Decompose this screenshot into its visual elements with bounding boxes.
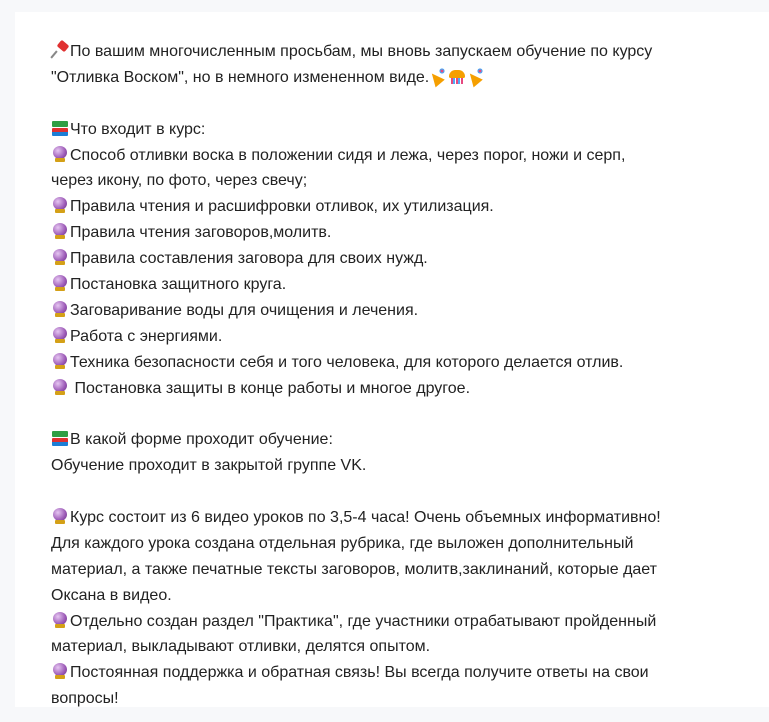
list-item-text: Правила составления заговора для своих нужд. — [70, 250, 428, 268]
list-item — [51, 298, 661, 324]
intro-text: По вашим многочисленным просьбам, мы вновь запускаем обучение по курсу — [70, 43, 653, 60]
list-item-text: Отдельно создан раздел "Практика", где участники отрабатывают пройденный — [70, 612, 657, 630]
list-item-text: Оксана в видео. — [51, 586, 172, 604]
list-item-line — [51, 583, 661, 609]
list-item-line — [51, 324, 661, 350]
list-item-line — [51, 686, 661, 712]
list-item-text: материал, выкладывают отливки, делятся опытом. — [51, 638, 431, 656]
crystal-ball-icon — [51, 662, 69, 680]
post-card — [15, 12, 769, 707]
format-heading — [51, 427, 661, 453]
crystal-ball-icon — [51, 326, 69, 344]
list-item-text: Способ отливки воска в положении сидя и лежа, через порог, ножи и серп, — [70, 146, 626, 164]
pushpin-icon — [51, 41, 69, 59]
list-item-line — [51, 350, 661, 376]
list-item-line — [51, 143, 661, 169]
heading-text: В какой форме проходит обучение: — [70, 431, 333, 449]
list-item-line — [51, 272, 661, 298]
list-item-text: Для каждого урока создана отдельная рубрика, где выложен дополнительный — [51, 534, 634, 552]
books-icon — [51, 119, 69, 137]
list-item-text: Техника безопасности себя и того человека, для которого делается отлив. — [70, 353, 624, 371]
list-item-line — [51, 376, 661, 402]
list-item-text: через икону, по фото, через свечу; — [51, 172, 308, 190]
list-item — [51, 376, 661, 402]
intro-line — [51, 39, 661, 65]
confetti-ball-icon — [448, 67, 466, 85]
list-item-line — [51, 505, 661, 531]
list-item — [51, 220, 661, 246]
crystal-ball-icon — [51, 274, 69, 292]
crystal-ball-icon — [51, 222, 69, 240]
list-item-line — [51, 220, 661, 246]
list-item-text: Постоянная поддержка и обратная связь! Вы всегда получите ответы на свои — [70, 664, 649, 682]
list-item-text: вопросы! — [51, 690, 119, 708]
course-list — [51, 143, 661, 402]
crystal-ball-icon — [51, 378, 69, 396]
list-item-line — [51, 168, 661, 194]
list-item — [51, 272, 661, 298]
list-item-line — [51, 298, 661, 324]
list-item-text: Правила чтения и расшифровки отливок, их утилизация. — [70, 198, 494, 216]
list-item — [51, 194, 661, 220]
crystal-ball-icon — [51, 507, 69, 525]
list-item-text: материал, а также печатные тексты заговоров, молитв,заклинаний, которые дает — [51, 560, 657, 578]
crystal-ball-icon — [51, 300, 69, 318]
books-icon — [51, 429, 69, 447]
list-item-line — [51, 660, 661, 686]
intro-line — [51, 65, 661, 91]
list-item-line — [51, 557, 661, 583]
list-item-line — [51, 531, 661, 557]
list-item — [51, 246, 661, 272]
list-item — [51, 660, 661, 712]
list-item-line — [51, 634, 661, 660]
list-item-text: Правила чтения заговоров,молитв. — [70, 224, 332, 242]
list-item — [51, 609, 661, 661]
list-item-text: Постановка защиты в конце работы и многое другое. — [70, 379, 471, 397]
list-item-line — [51, 194, 661, 220]
crystal-ball-icon — [51, 248, 69, 266]
party-popper-icon — [467, 67, 485, 85]
intro-text: "Отливка Воском", но в немного измененном виде. — [51, 68, 430, 86]
course-heading — [51, 117, 661, 143]
crystal-ball-icon — [51, 611, 69, 629]
party-popper-icon — [429, 67, 447, 85]
list-item-text: Заговаривание воды для очищения и лечения. — [70, 301, 419, 319]
crystal-ball-icon — [51, 196, 69, 214]
list-item — [51, 143, 661, 195]
list-item — [51, 505, 661, 609]
list-item — [51, 350, 661, 376]
list-item-text: Курс состоит из 6 видео уроков по 3,5-4 часа! Очень объемных информативно! — [70, 509, 661, 527]
details-list — [51, 505, 661, 712]
heading-text: Что входит в курс: — [70, 120, 206, 138]
format-text: Обучение проходит в закрытой группе VK. — [51, 457, 367, 475]
list-item-text: Постановка защитного круга. — [70, 276, 287, 294]
list-item-text: Работа с энергиями. — [70, 327, 223, 345]
list-item-line — [51, 609, 661, 635]
post-text — [51, 39, 661, 712]
list-item — [51, 324, 661, 350]
list-item-line — [51, 246, 661, 272]
crystal-ball-icon — [51, 145, 69, 163]
crystal-ball-icon — [51, 352, 69, 370]
